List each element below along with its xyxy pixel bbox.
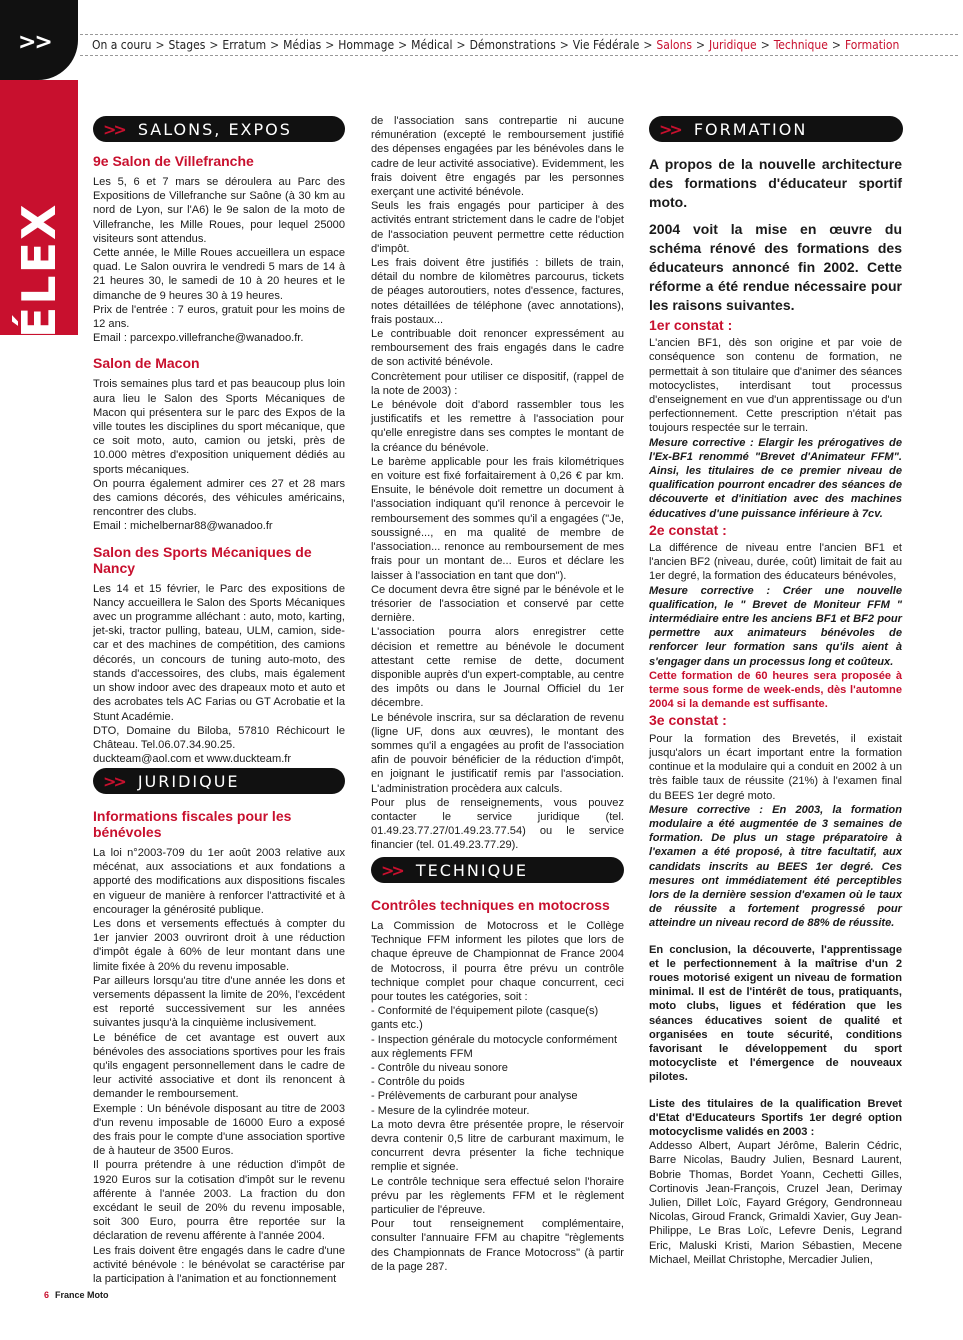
band-label: TECHNIQUE [415,860,528,880]
paragraph: Les 5, 6 et 7 mars se déroulera au Parc des Expositions de Villefranche sur Saône (à 30 km au nord de Lyon, sur l'A6) le 9e salon de la moto de Villefranche, les Mille Roues, pour lequel 25000 visiteurs sont attendus. [93,176,345,245]
paragraph: L'association pourra alors enregistrer cette décision et remettre au bénévole le document attestant cette remise de dette, document disponible auprès d'un expert-comptable, au centre des impôts ou dans le Journal Officiel du 1er décembre. [371,626,624,710]
breadcrumb-link[interactable]: Erratum [222,38,267,52]
breadcrumb-link[interactable]: Médias [283,38,322,52]
conclusion: En conclusion, la découverte, l'apprentissage et le perfectionnement à la maîtrise d'un 2 roues motorisé exigent un niveau de formation minimal. Il est de l'intérêt de tous, pratiquants, moto clubs, ligues et fédération que les séances éducatives soient de qualité et organisées en toute sécurité, conditions favorisant le développement du sport motocycliste et l'émergence de nouveaux pilotes. [649,943,902,1084]
mesure-corrective: Mesure corrective : En 2003, la formation modulaire a été augmentée de 3 semaines de formation. De plus un stage préparatoire à l'examen a été proposé, à titre facultatif, aux candidats inscrits au BEES 1er degré. Ces mesures ont immédiatement été perceptibles lors de la dernière session d'examen où le taux de réussite a fortement progressé pour atteindre un niveau record de 88% de réussite. [649,803,902,930]
checklist [371,1004,624,1118]
breadcrumb-separator: > [559,38,569,52]
list-item: - Contrôle du poids [371,1076,465,1089]
list-item: - Contrôle du niveau sonore [371,1062,508,1075]
paragraph: Le bénéfice de cet avantage est ouvert aux bénévoles des associations sportives pour les frais qu'ils engagent personnellement dans le cadre de leur activité associative et dont ils renoncent à demander le remboursement. [93,1031,345,1101]
paragraph: Concrètement pour utiliser ce dispositif, (rappel de la note de 2003) : [371,370,624,397]
paragraph: Seuls les frais engagés pour participer à des activités entrant strictement dans le cadre de l'objet de l'association peuvent permettre cette réduction d'impôt. [371,200,624,255]
breadcrumb-separator: > [270,38,280,52]
page-footer [44,1290,109,1300]
breadcrumb-separator: > [155,38,165,52]
telex-band [0,80,78,372]
page-number: 6 [44,1290,50,1300]
paragraph: Il pourra prétendre à une réduction d'impôt de 1920 Euros sur la cotisation d'impôt sur le revenu afférente à l'année 2003. La fraction du don excédant le seuil de 20% du revenu imposable, soit 300 Euro, pourra être reportée sur la déclaration de revenu afférente à l'année 2004. [93,1159,345,1243]
email-text: Email : michelbernar88@wanadoo.fr [93,520,273,533]
email-text: Email : parcexpo.villefranche@wanadoo.fr. [93,332,304,345]
juridique-continued [371,114,624,853]
paragraph: La Commission de Motocross et le Collège Technique FFM informent les pilotes que lors de chaque épreuve de Championnat de France 2004 de Motocross, il pourra être prévu un contrôle technique complet pour chaque concurrent, ceci pour toutes les catégories, soit : [371,920,624,1004]
breadcrumb-link[interactable]: Médical [411,38,453,52]
paragraph: Pour plus de renseignements, vous pouvez contacter le service juridique (tel. 01.49.23.77.27/01.49.23.77.54) ou le service financier (tel. 01.49.23.77.29). [371,796,624,852]
band-label: SALONS, EXPOS [137,119,292,139]
telex-label: TÉLEX [12,202,66,372]
breadcrumb-separator: > [209,38,219,52]
breadcrumb-link[interactable]: Hommage [338,38,395,52]
breadcrumb-separator: > [325,38,335,52]
breadcrumb-link[interactable]: Juridique [709,38,757,52]
paragraph: Le bénévole inscrira, sur sa déclaration de revenu (ligne UF, dons aux œuvres), le montant des sommes qu'il a engagées au profit de l'association afin de pouvoir bénéficier de la réduction d'impôt, en joignant le justificatif remis par l'association. L'administration procèdera aux calculs. [371,711,624,795]
list-item: - Inspection générale du motocycle conformément aux règlements FFM [371,1033,618,1060]
liste-title: Liste des titulaires de la qualification Brevet d'Etat d'Educateurs Sportifs 1er degré option motocyclisme validés en 2003 : [649,1097,902,1138]
breadcrumb-link[interactable]: Salons [656,38,692,52]
article-title: A propos de la nouvelle architecture des formations d'éducateur sportif moto. [649,156,902,210]
paragraph: L'ancien BF1, dès son origine et par voie de conséquence son contenu de formation, ne permettait à son titulaire que d'animer des séances motocyclistes, interdisant tout processus d'enseignement en vue d'un apprentissage ou d'un perfectionnement. Cette prescription n'était pas toujours respectée sur le terrain. [649,337,902,435]
breadcrumb [80,34,958,56]
liste-names: Addesso Albert, Aupart Jérôme, Balerin Cédric, Barre Nicolas, Baudry Julien, Besnard Laurent, Bobrie Thomas, Bordet Yoann, Cechetti Gilles, Cortinovis Jean-François, Cruzel Jean, Derimay Julien, Dillet Loïc, Fayard Grégory, Gendronneau Nicolas, Giroud Franck, Grimaldi Xavier, Guy Jean-Philippe, Le Bras Loïc, Lefevre Denis, Legrand Eric, Maluski Kristi, Marion Sébastien, Mecene Michael, Meillat Christophe, Mercadier Julien, [649,1140,902,1266]
technique-article [371,897,624,1274]
paragraph: Pour la formation des Brevetés, il existait jusqu'alors un écart important entre la formation continue et la modulaire qui a conduit en 2002 à un très faible taux de réussite (21%) à l'examen final du BEES 1er degré moto. [649,732,902,802]
article-title: Contrôles techniques en motocross [371,897,610,913]
formation-article [649,155,902,1267]
breadcrumb-link[interactable]: Technique [773,38,828,52]
breadcrumb-link[interactable]: Démonstrations [469,38,556,52]
list-item: - Conformité de l'équipement pilote (casque(s) gants etc.) [371,1005,599,1032]
paragraph: Par ailleurs lorsqu'au titre d'une année les dons et versements dépassent la limite de 20%, l'excédent est reporté successivement sur les années suivantes jusqu'à la cinquième inclusivement. [93,974,345,1030]
section-band-technique [371,857,624,883]
band-label: JURIDIQUE [137,771,240,791]
breadcrumb-separator: > [695,38,706,52]
paragraph: Les frais doivent être justifiés : billets de train, détail du nombre de kilomètres parcourus, tickets de péages autoroutiers, notes d'essence, factures, notes détaillées de téléphone (avec annotations), frais postaux... [371,257,624,326]
breadcrumb-separator: > [398,38,408,52]
breadcrumb-link[interactable]: Vie Fédérale [572,38,640,52]
paragraph: de l'association sans contrepartie ni aucune rémunération (excepté le remboursement justifié des dépenses engagées par les bénévoles dans le cadre de leur activité associative). Evidemment, les frais doivent être engagés par les personnes exerçant une activité bénévole. [371,115,624,199]
paragraph: Le contrôle technique sera effectué selon l'horaire prévu par les règlements FFM et le règlement particulier de l'épreuve. [371,1175,624,1217]
article-title: Salon des Sports Mécaniques de Nancy [93,543,312,576]
highlight-text: Cette formation de 60 heures sera proposée à terme sous forme de week-ends, dès l'automne 2004 si la demande est suffisante. [649,669,902,711]
chevron-icon: >> [103,771,124,791]
paragraph: Prix de l'entrée : 7 euros, gratuit pour les moins de 12 ans. [93,303,345,331]
paragraph: Ce document devra être signé par le bénévole et le trésorier de l'association et conservé par cette dernière. [371,583,624,625]
article-title: Salon de Macon [93,355,200,372]
corner-badge [0,0,78,80]
mesure-corrective: Mesure corrective : Créer une nouvelle qualification, le " Brevet de Moniteur FFM " intermédiaire entre les anciens BF1 et BF2 pour permettre aux animateurs bénévoles de renforcer leur formation sans qu'ils aient à s'engager dans un processus long et coûteux. [649,584,902,668]
paragraph: Les frais doivent être engagés dans le cadre d'une activité bénévole : le bénévolat se caractérise par la participation à l'animation et au fonctionnement [93,1244,345,1286]
constat-heading: 3e constat : [649,712,727,729]
section-band-juridique [93,768,345,794]
double-chevron-icon: >> [18,30,51,55]
paragraph: DTO, Domaine du Biloba, 57810 Réchicourt le Château. Tel.06.07.34.90.25. [93,724,345,751]
paragraph: Le bénévole doit d'abord rassembler tous les justificatifs et les remettre à l'association pour qu'elle enregistre dans ses comptes le montant de la créance du bénévole. [371,399,624,454]
breadcrumb-link[interactable]: Stages [168,38,206,52]
breadcrumb-separator: > [760,38,770,52]
article-title: 9e Salon de Villefranche [93,153,254,169]
band-label: FORMATION [693,119,808,139]
paragraph: Trois semaines plus tard et pas beaucoup plus loin aura lieu le Salon des Sports Mécaniques de Macon qui présentera sur le parc des Expos de la ville toutes les disciplines du sport mécanique, que ce soit moto, auto, camion ou jetski, près de 10.000 mètres d'exposition uniquement dédiés au sports mécaniques. [93,378,345,476]
constat-heading: 1er constat : [649,317,733,333]
chevron-icon: >> [659,119,680,139]
breadcrumb-link[interactable]: Formation [844,38,900,52]
list-item: - Mesure de la cylindrée moteur. [371,1104,530,1117]
article-title: Informations fiscales pour les bénévoles [93,808,292,840]
section-band-salons [93,116,345,142]
paragraph: Pour tout renseignement complémentaire, consulter l'annuaire FFM au chapitre "règlements des Championnats de France Motocross" (à partir de la page 287. [371,1218,624,1273]
paragraph: La moto devra être présentée propre, le réservoir devra contenir 0,5 litre de carburant maximum, le concurrent devra présenter la fiche technique remplie et signée. [371,1118,624,1174]
paragraph: Les dons et versements effectués à compter du 1er janvier 2003 ouvriront droit à une réduction d'impôt égale à 60% de leur montant dans une limite fixée à 20% du revenu imposable. [93,918,345,973]
paragraph: Exemple : Un bénévole disposant au titre de 2003 d'un revenu imposable de 16000 Euro a exposé des frais pour le compte d'une association sportive de à hauteur de 3500 Euros. [93,1102,345,1158]
mesure-corrective: Mesure corrective : Elargir les prérogatives de l'Ex-BF1 renommé "Brevet d'Animateur FFM". Ainsi, les titulaires de ce premier niveau de qualification pourront encadrer des séances de découverte et d'initiation avec des machines éducatives d'une puissance inférieure à 7cv. [649,436,902,520]
paragraph: Le barème applicable pour les frais kilométriques en voiture est fixé forfaitairement à 0,26 € par km. Ensuite, le bénévole doit remettre un document à l'association indiquant qu'il renonce à percevoir le remboursement des sommes qu'il a engagées ("Je, soussigné..., en ma qualité de membre de l'association... renonce au remboursement de mes frais pour un montant de... Euros et déclare les laisser à l'association en tant que don"). [371,455,624,582]
paragraph: Le contribuable doit renoncer expressément au remboursement des frais engagés dans le cadre de son activité bénévole. [371,328,624,369]
paragraph: On pourra également admirer ces 27 et 28 mars des camions décorés, des véhicules américains, rencontrer des clubs. [93,477,345,519]
paragraph: La différence de niveau entre l'ancien BF1 et l'ancien BF2 (niveau, durée, coût) limitait de fait au 1er degré, la formation des éducateurs bénévoles, [649,542,902,583]
breadcrumb-separator: > [643,38,653,52]
chevron-icon: >> [381,860,402,880]
breadcrumb-link[interactable]: On a couru [92,38,152,52]
juridique-article [93,808,345,1286]
paragraph: Cette année, le Mille Roues accueillera un espace quad. Le Salon ouvrira le vendredi 5 mars de 14 à 21 heures 30, le samedi de 10 à 20 heures et le dimanche de 9 heures 30 à 19 heures. [93,247,345,302]
salons-article [93,153,345,766]
intro: 2004 voit la mise en œuvre du schéma rénové des formations des éducateurs annoncé fin 2002. Cette réforme a été rendue nécessaire pour les raisons suivantes. [649,221,902,313]
magazine-name: France Moto [55,1290,109,1300]
paragraph: Les 14 et 15 février, le Parc des expositions de Nancy accueillera le Salon des Sports Mécaniques avec un programme alléchant : auto, moto, karting, jet-ski, tractor pulling, bateau, ULM, camion, side-car et des machines de compétition, des camions décorés, un concours de tuning auto-moto, des stands d'accessoires, des clubs, mais également un show indoor avec des drapeaux moto et auto et des acrobates tels AC Farias ou GT Acrobatie et la Stunt Académie. [93,582,345,723]
paragraph: La loi n°2003-709 du 1er août 2003 relative aux mécénat, aux associations et aux fondations a apporté des modifications aux dispositions fiscales en vigueur de manière à renforcer l'attractivité et à encourager la générosité publique. [93,847,345,916]
list-item: - Prélèvements de carburant pour analyse [371,1090,578,1103]
constat-heading: 2e constat : [649,521,727,538]
breadcrumb-separator: > [456,38,466,52]
paragraph: duckteam@aol.com et www.duckteam.fr [93,753,292,766]
chevron-icon: >> [103,119,124,139]
breadcrumb-separator: > [831,38,841,52]
section-band-formation [649,116,903,142]
